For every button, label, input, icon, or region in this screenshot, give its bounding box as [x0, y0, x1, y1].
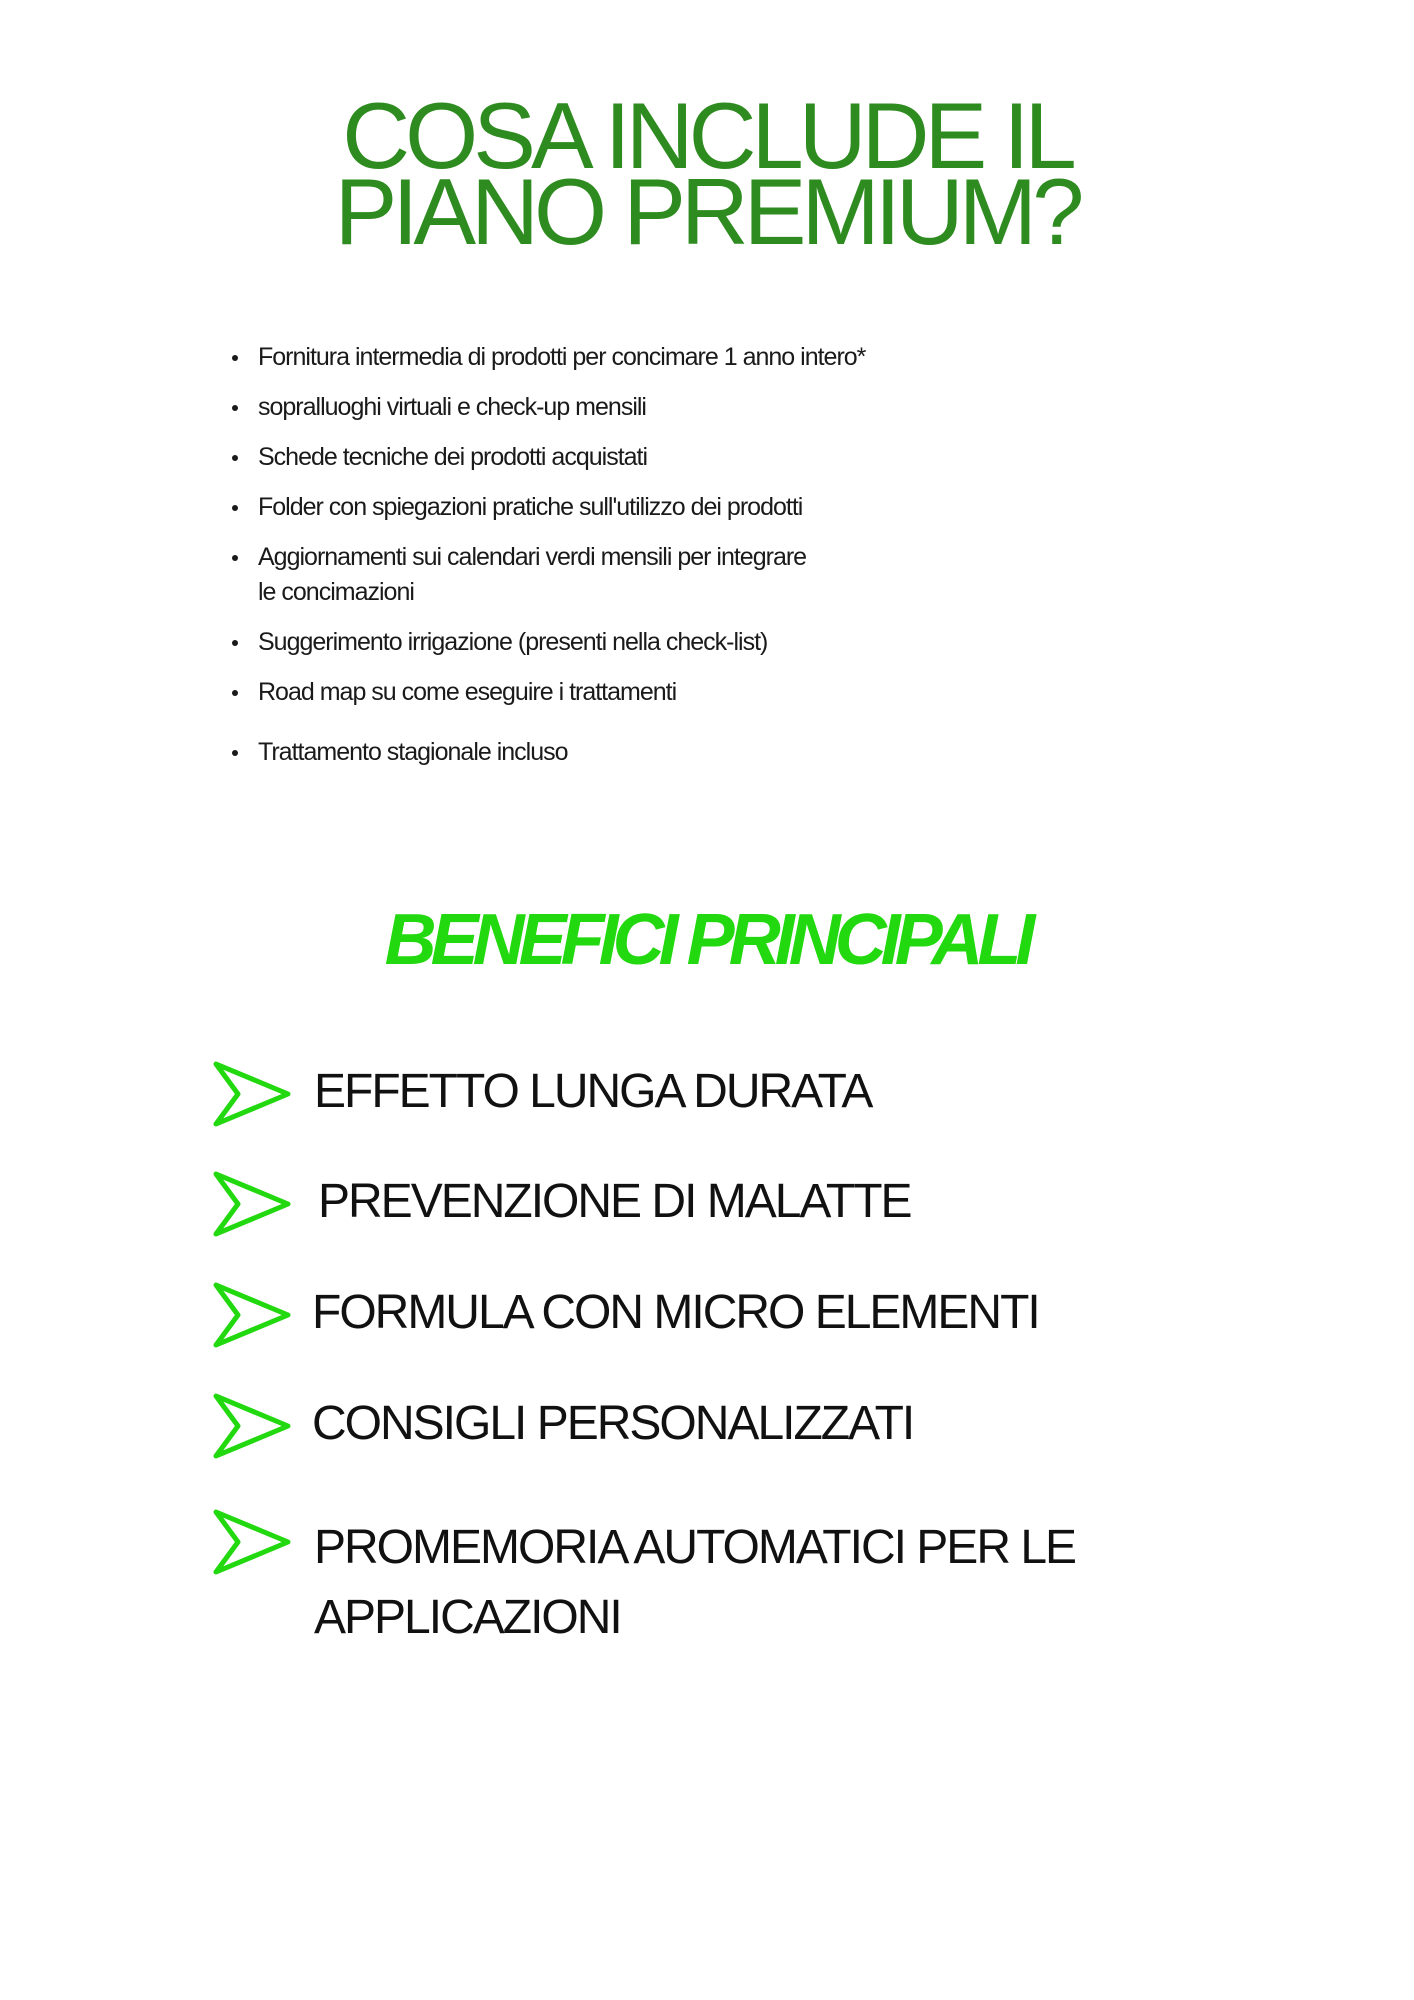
arrow-chevron-right-icon	[210, 1506, 294, 1578]
arrow-chevron-right-icon	[210, 1279, 294, 1351]
benefit-label: PROMEMORIA AUTOMATICI PER LE	[314, 1521, 1076, 1574]
benefit-item	[210, 1058, 1210, 1138]
page-title	[0, 83, 1414, 264]
benefit-label-continued: APPLICAZIONI	[314, 1591, 621, 1644]
arrow-chevron-right-icon	[210, 1168, 294, 1240]
feature-item	[232, 490, 958, 525]
arrow-chevron-right-icon	[210, 1058, 294, 1130]
benefit-item	[210, 1390, 1210, 1470]
feature-item	[232, 440, 958, 475]
feature-text: Schede tecniche dei prodotti acquistati	[258, 443, 648, 471]
feature-text-continued: le concimazioni	[258, 578, 414, 606]
feature-item	[232, 735, 958, 770]
page-title-line-1: COSA INCLUDE IL	[342, 83, 1072, 188]
feature-item	[232, 675, 958, 710]
benefit-label: EFFETTO LUNGA DURATA	[314, 1065, 872, 1118]
feature-text: Fornitura intermedia di prodotti per concimare 1 anno intero*	[258, 343, 866, 371]
feature-text: Road map su come eseguire i trattamenti	[258, 678, 677, 706]
benefit-item	[210, 1279, 1210, 1359]
benefit-item	[210, 1168, 1210, 1248]
feature-text: Suggerimento irrigazione (presenti nella check-list)	[258, 628, 768, 656]
feature-text: sopralluoghi virtuali e check-up mensili	[258, 393, 646, 421]
arrow-chevron-right-icon	[210, 1390, 294, 1462]
feature-item	[232, 340, 958, 375]
feature-text: Aggiornamenti sui calendari verdi mensili per integrare	[258, 543, 807, 571]
benefit-label: FORMULA CON MICRO ELEMENTI	[312, 1286, 1039, 1339]
benefit-label: CONSIGLI PERSONALIZZATI	[312, 1397, 914, 1450]
benefits-title: BENEFICI PRINCIPALI	[384, 900, 1030, 980]
page-title-line-2: PIANO PREMIUM?	[334, 159, 1080, 264]
benefit-label: PREVENZIONE DI MALATTE	[318, 1175, 911, 1228]
feature-item	[232, 390, 958, 425]
feature-text: Folder con spiegazioni pratiche sull'utilizzo dei prodotti	[258, 493, 803, 521]
benefit-item	[210, 1506, 1210, 1656]
feature-item	[232, 540, 958, 610]
feature-item	[232, 625, 958, 660]
feature-text: Trattamento stagionale incluso	[258, 738, 568, 766]
